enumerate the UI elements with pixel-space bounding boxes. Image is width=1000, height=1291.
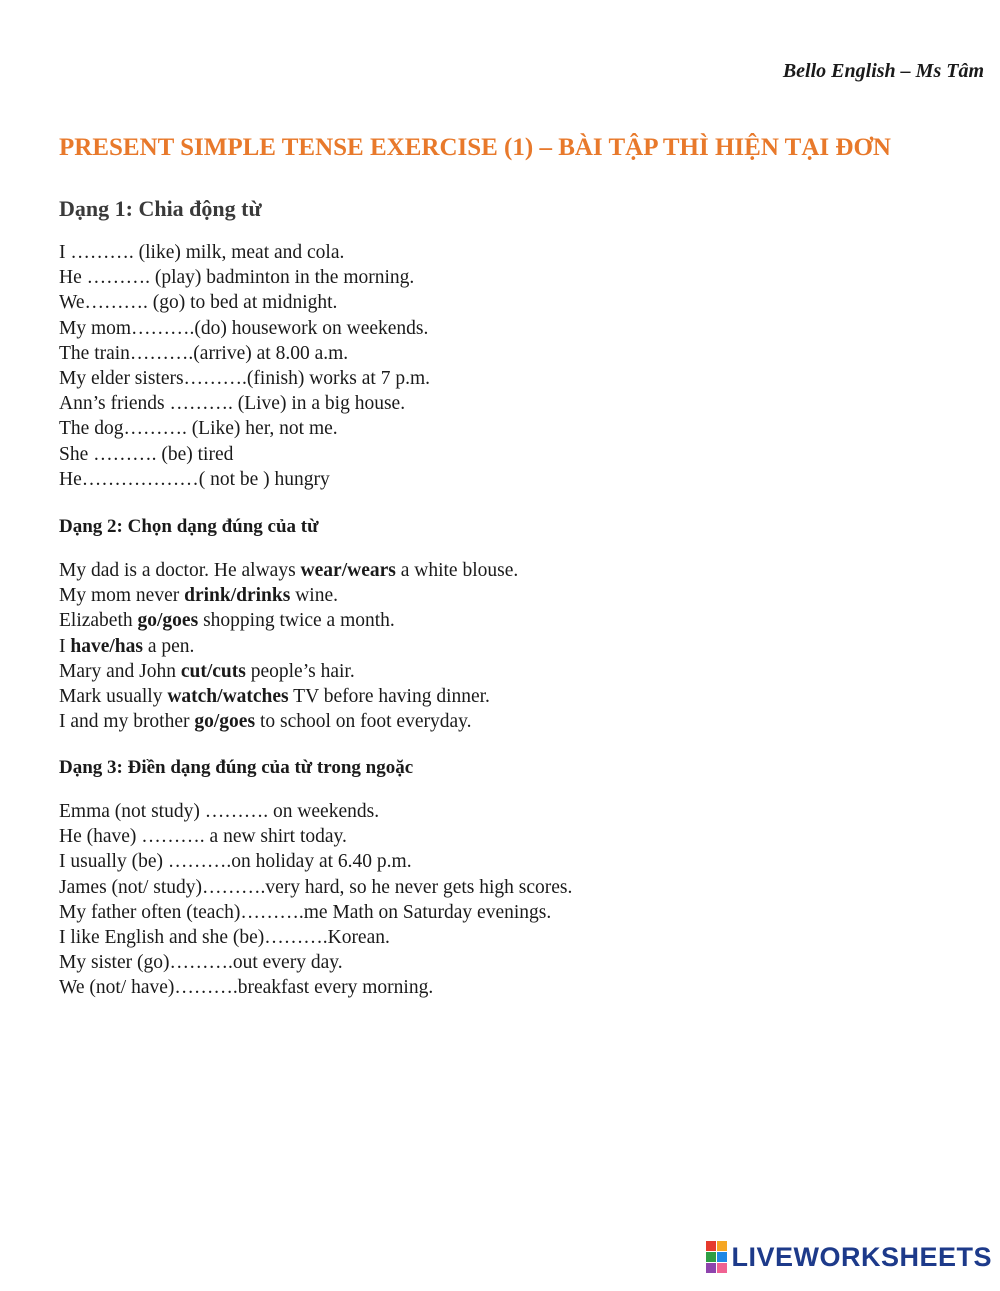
- choice-line-before: I and my brother: [59, 711, 195, 733]
- choice-line: [59, 659, 518, 684]
- choice-line-after: a white blouse.: [395, 560, 519, 581]
- exercise-line: My father often (teach)……….me Math on Saturday evenings.: [59, 901, 552, 923]
- liveworksheets-logo: [706, 1241, 992, 1273]
- choice-line-before: Mary and John: [59, 660, 181, 682]
- exercise-line: My mom……….(do) housework on weekends.: [59, 317, 429, 339]
- choice-line: [59, 608, 518, 633]
- exercise-line: I like English and she (be)……….Korean.: [59, 927, 390, 949]
- choice-line-after: people’s hair.: [245, 660, 355, 682]
- exercise-line: Ann’s friends ………. (Live) in a big house.: [59, 393, 406, 415]
- choice-line-after: TV before having dinner.: [288, 686, 490, 708]
- choice-line-before: My dad is a doctor. He always: [59, 560, 301, 581]
- choice-line-after: wine.: [290, 585, 338, 607]
- exercise-line: He ………. (play) badminton in the morning.: [59, 267, 415, 289]
- section2-exercise-list: [59, 558, 518, 734]
- section1-exercise-list: [59, 240, 430, 492]
- exercise-line: We………. (go) to bed at midnight.: [59, 292, 338, 314]
- section3-heading: Dạng 3: Điền dạng đúng của từ trong ngoặc: [59, 757, 414, 778]
- liveworksheets-logo-text: LIVEWORKSHEETS: [731, 1241, 992, 1272]
- exercise-line: He………………( not be ) hungry: [59, 468, 330, 490]
- liveworksheets-logo-icon: [706, 1241, 727, 1273]
- exercise-line: My sister (go)……….out every day.: [59, 952, 343, 974]
- word-choice: wear/wears: [300, 560, 396, 581]
- choice-line: [59, 583, 518, 608]
- exercise-line: He (have) ………. a new shirt today.: [59, 826, 347, 848]
- choice-line-before: I: [59, 635, 71, 657]
- section1-heading: Dạng 1: Chia động từ: [59, 196, 262, 221]
- word-choice: go/goes: [194, 711, 256, 733]
- choice-line-after: shopping twice a month.: [198, 610, 395, 632]
- exercise-line: I usually (be) ……….on holiday at 6.40 p.m.: [59, 851, 412, 873]
- header-author: Bello English – Ms Tâm: [782, 60, 984, 82]
- word-choice: cut/cuts: [180, 660, 246, 682]
- choice-line-before: Elizabeth: [59, 610, 138, 632]
- choice-line: [59, 684, 518, 709]
- word-choice: drink/drinks: [184, 585, 291, 607]
- choice-line: [59, 634, 518, 659]
- choice-line-after: a pen.: [142, 635, 195, 657]
- section3-exercise-list: [59, 799, 572, 1001]
- exercise-line: James (not/ study)……….very hard, so he never gets high scores.: [59, 876, 573, 898]
- choice-line-before: My mom never: [59, 585, 185, 607]
- exercise-line: Emma (not study) ………. on weekends.: [59, 801, 380, 822]
- exercise-line: My elder sisters……….(finish) works at 7 p.m.: [59, 368, 430, 390]
- word-choice: watch/watches: [167, 686, 289, 708]
- choice-line-after: to school on foot everyday.: [255, 711, 472, 733]
- choice-line: [59, 558, 518, 583]
- exercise-line: The train……….(arrive) at 8.00 a.m.: [59, 342, 349, 364]
- section2-heading: Dạng 2: Chọn dạng đúng của từ: [59, 516, 319, 537]
- exercise-line: We (not/ have)……….breakfast every morning.: [59, 977, 434, 999]
- exercise-line: I ………. (like) milk, meat and cola.: [59, 242, 345, 263]
- choice-line-before: Mark usually: [59, 686, 168, 708]
- exercise-line: She ………. (be) tired: [59, 443, 234, 465]
- choice-line: [59, 709, 518, 734]
- word-choice: have/has: [70, 635, 143, 657]
- document-title: PRESENT SIMPLE TENSE EXERCISE (1) – BÀI TẬP THÌ HIỆN TẠI ĐƠN: [59, 134, 891, 161]
- exercise-line: The dog………. (Like) her, not me.: [59, 418, 338, 440]
- word-choice: go/goes: [137, 610, 199, 632]
